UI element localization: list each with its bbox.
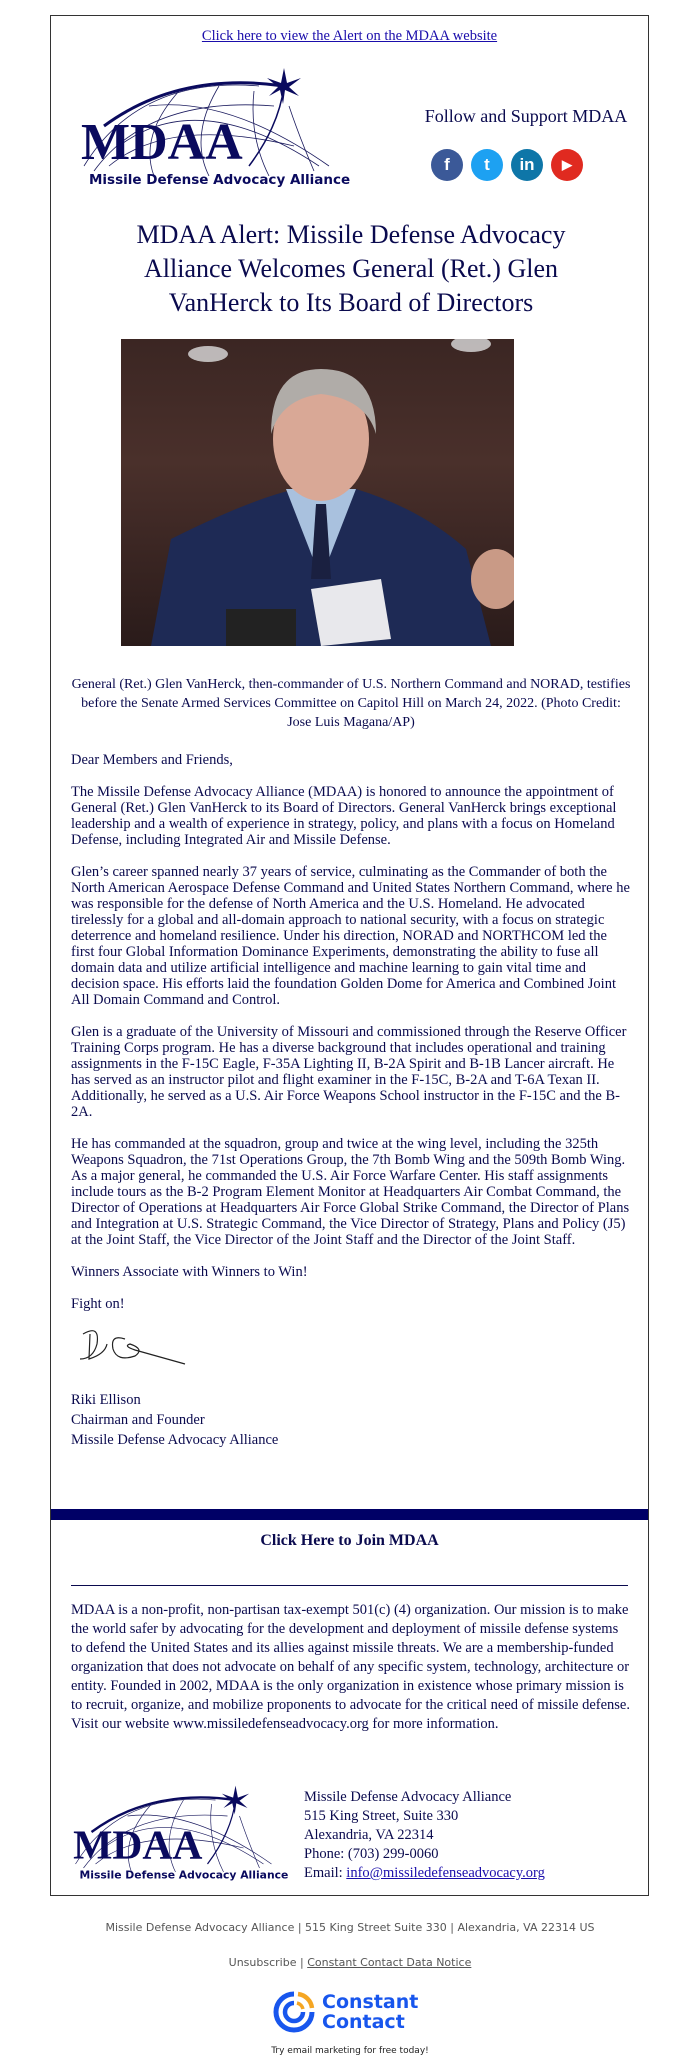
constant-contact-logo[interactable] — [272, 1990, 418, 2034]
paragraph: The Missile Defense Advocacy Alliance (MDAA) is honored to announce the appointment of General (Ret.) Glen VanHerck to its Board of Directors. General VanHerck brings exceptional leadership and a wealth of experience in strategy, policy, and plans with a focus on Homeland Defense, including Integrated Air and Missile Defense. — [71, 784, 617, 848]
address-phone: Phone: (703) 299-0060 — [304, 1846, 439, 1862]
address-city: Alexandria, VA 22314 — [304, 1827, 434, 1843]
cc-word: Constant — [322, 1991, 419, 2013]
divider — [71, 1585, 628, 1586]
paragraph: Glen’s career spanned nearly 37 years of service, culminating as the Commander of both the North American Aerospace Defense Command and United States Northern Command, where he was responsible for the defense of North America and the U.S. Homeland. He advocated tirelessly for a global and all-domain approach to national security, with a focus on strategic deterrence and homeland resilience. Under his direction, NORAD and NORTHCOM led the first four Global Information Dominance Experiments, demonstrating the ability to fuse all domain data and utilize artificial intelligence and machine learning to gain vital time and decision space. His efforts laid the foundation Golden Dome for America and Combined Joint All Domain Command and Control. — [71, 864, 630, 1008]
svg-text:MDAA: MDAA — [81, 114, 243, 171]
page-title: MDAA Alert: Missile Defense Advocacy Alliance Welcomes General (Ret.) Glen VanHerck to Its Board of Directors — [136, 220, 566, 317]
photo-caption: General (Ret.) Glen VanHerck, then-commander of U.S. Northern Command and NORAD, testifies before the Senate Armed Services Committee on Capitol Hill on March 24, 2022. (Photo Credit: Jose Luis Magana/AP) — [71, 677, 631, 730]
greeting: Dear Members and Friends, — [71, 752, 233, 768]
social-links — [431, 149, 583, 181]
closing-line: Fight on! — [71, 1296, 125, 1312]
contact-address — [304, 1788, 545, 1883]
footer-address: Missile Defense Advocacy Alliance | 515 King Street Suite 330 | Alexandria, VA 22314 US — [105, 1921, 595, 1934]
cc-tagline[interactable]: Try email marketing for free today! — [271, 2046, 429, 2056]
signer-title: Chairman and Founder — [71, 1412, 205, 1428]
unsubscribe-link[interactable]: Unsubscribe — [228, 1956, 297, 1969]
signer-name: Riki Ellison — [71, 1392, 141, 1408]
facebook-icon[interactable]: f — [431, 149, 463, 181]
follow-text: Follow and Support MDAA — [424, 106, 628, 126]
vanherck-photo — [121, 339, 514, 646]
twitter-icon[interactable]: t — [471, 149, 503, 181]
svg-text:Missile Defense Advocacy Allia: Missile Defense Advocacy Alliance — [89, 172, 351, 188]
data-notice-link[interactable]: Constant Contact Data Notice — [307, 1956, 472, 1969]
email-card — [50, 15, 649, 1896]
email-label: Email: — [304, 1865, 347, 1881]
letter-body — [71, 752, 631, 1450]
join-mdaa-link[interactable]: Click Here to Join MDAA — [260, 1532, 439, 1549]
svg-text:Missile Defense Advocacy Allia: Missile Defense Advocacy Alliance — [79, 1868, 289, 1882]
linkedin-icon[interactable]: in — [511, 149, 543, 181]
view-alert-link[interactable]: Click here to view the Alert on the MDAA website — [201, 28, 498, 44]
signer-org: Missile Defense Advocacy Alliance — [71, 1432, 279, 1448]
paragraph: He has commanded at the squadron, group and twice at the wing level, including the 325th Weapons Squadron, the 71st Operations Group, the 7th Bomb Wing and the 509th Bomb Wing. As a major general, he commanded the U.S. Air Force Warfare Center. His staff assignments include tours as the B-2 Program Element Monitor at Headquarters Air Combat Command, the Director of Operations at Headquarters Air Force Global Strike Command, the Director of Plans and Integration at U.S. Strategic Command, the Vice Director of Strategy, Plans and Policy (J5) at the Joint Staff, the Vice Director of the Joint Staff and the Director of the Joint Staff. — [71, 1136, 630, 1248]
mdaa-logo-footer — [71, 1784, 296, 1884]
divider-bar — [51, 1509, 648, 1520]
mission-statement: MDAA is a non-profit, non-partisan tax-exempt 501(c) (4) organization. Our mission is to make the world safer by advocating for the development and deployment of missile defense systems to defend the United States and its allies against missile threats. We are a membership-funded organization that does not advocate on behalf of any specific system, technology, architecture or entity. Founded in 2002, MDAA is the only organization in existence whose primary mission is to recruit, organize, and mobilize proponents to advocate for the critical need of missile defense. Visit our website www.missiledefenseadvocacy.org for more information. — [71, 1602, 630, 1732]
email-link[interactable]: info@missiledefenseadvocacy.org — [346, 1865, 545, 1881]
separator: | — [296, 1956, 308, 1969]
svg-text:MDAA: MDAA — [73, 1821, 203, 1868]
cc-word: Contact — [322, 2011, 405, 2033]
youtube-icon[interactable]: ▶ — [551, 149, 583, 181]
signature-icon — [75, 1324, 631, 1376]
constant-contact-icon — [272, 1990, 316, 2034]
closing-line: Winners Associate with Winners to Win! — [71, 1264, 308, 1280]
mdaa-logo — [79, 66, 359, 191]
address-street: 515 King Street, Suite 330 — [304, 1808, 459, 1824]
address-org: Missile Defense Advocacy Alliance — [304, 1789, 512, 1805]
footer-links — [0, 1956, 700, 1969]
paragraph: Glen is a graduate of the University of Missouri and commissioned through the Reserve Officer Training Corps program. He has a diverse background that includes operational and training assignments in the F-15C Eagle, F-35A Lighting II, B-2A Spirit and B-1B Lancer aircraft. He has served as an instructor pilot and flight examiner in the F-15C, B-2A and T-6A Texan II. Additionally, he served as a U.S. Air Force Weapons School instructor in the F-15C and the B-2A. — [71, 1024, 627, 1120]
